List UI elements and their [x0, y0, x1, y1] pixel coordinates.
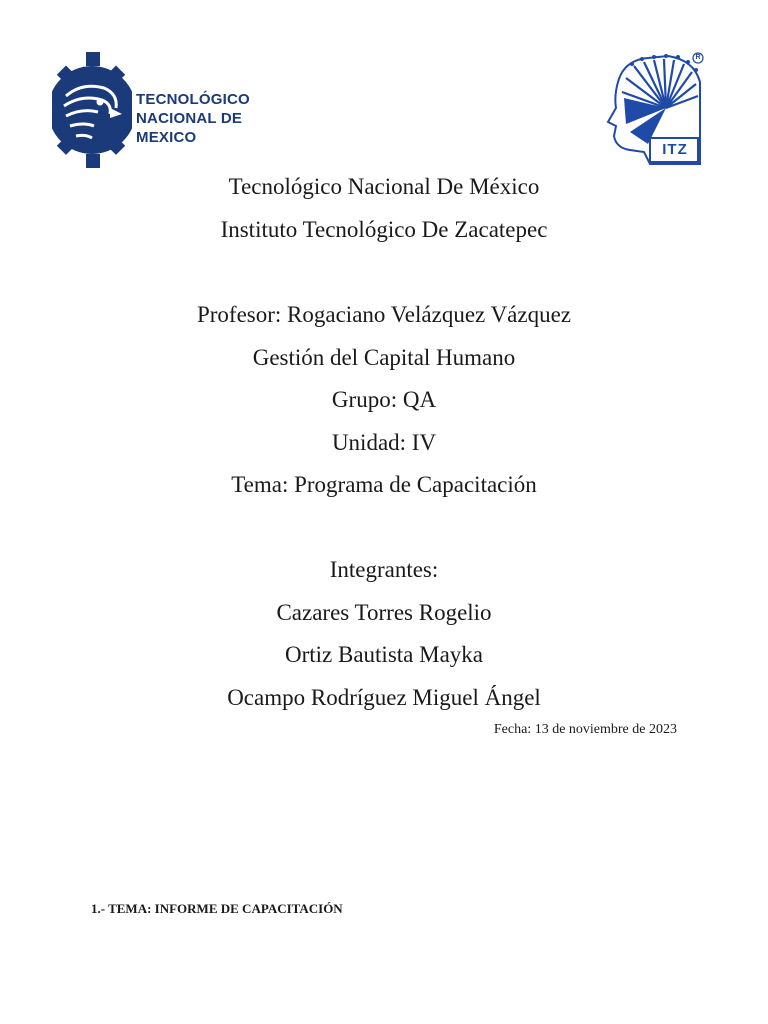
date-line: Fecha: 13 de noviembre de 2023: [493, 722, 677, 737]
member-name: Cazares Torres Rogelio: [276, 599, 492, 625]
institution-name: Tecnológico Nacional De México: [228, 174, 540, 199]
institution-block: [0, 166, 768, 251]
tecnm-gear-eagle-icon: [52, 52, 132, 168]
campus-name: Instituto Tecnológico De Zacatepec: [220, 216, 548, 242]
tecnm-wordmark: [136, 90, 302, 147]
member-name: Ocampo Rodríguez Miguel Ángel: [227, 684, 541, 710]
tecnm-logo: [52, 52, 302, 168]
topic-line: Tema: Programa de Capacitación: [231, 472, 537, 497]
unit-line: Unidad: IV: [331, 429, 437, 455]
members-heading: Integrantes:: [329, 557, 439, 582]
professor-line: Profesor: Rogaciano Velázquez Vázquez: [196, 302, 572, 327]
section-heading: 1.- TEMA: INFORME DE CAPACITACIÓN: [91, 901, 343, 916]
member-name: Ortiz Bautista Mayka: [284, 642, 483, 667]
subject-line: Gestión del Capital Humano: [252, 344, 516, 370]
tecnm-wordmark-line2: NACIONAL DE MEXICO: [136, 110, 243, 146]
group-line: Grupo: QA: [331, 387, 437, 412]
itz-letters: ITZ: [662, 141, 688, 158]
registered-mark: R: [695, 54, 701, 61]
members-block: [0, 549, 768, 719]
tecnm-wordmark-line1: TECNOLÓGICO: [136, 91, 250, 108]
itz-logo: [604, 52, 708, 168]
course-block: [0, 294, 768, 507]
